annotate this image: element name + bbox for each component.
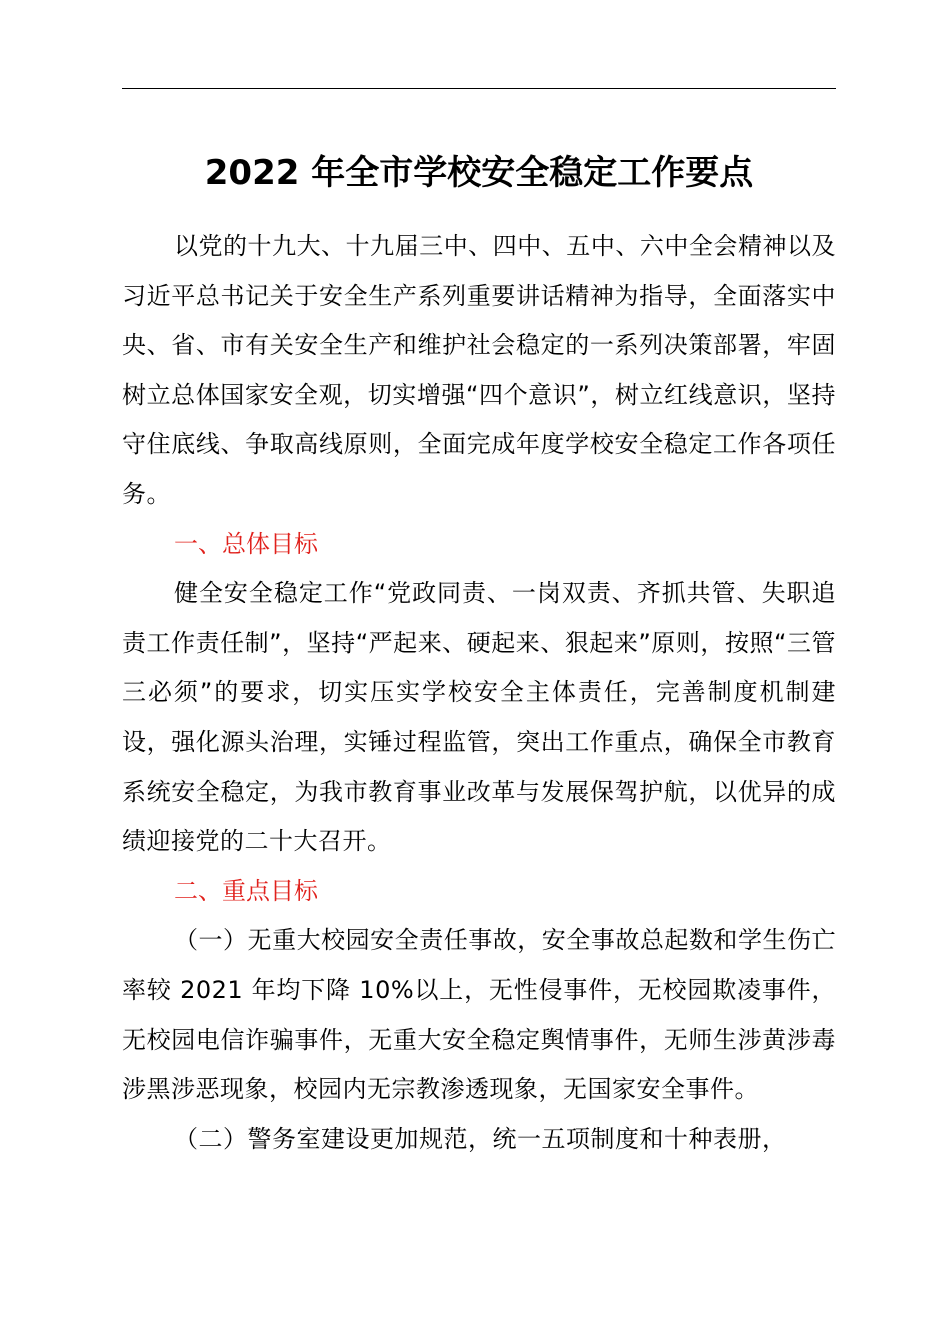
section-heading-key-goals: 二、重点目标 — [174, 876, 318, 905]
key-goal-item-2: （二）警务室建设更加规范，统一五项制度和十种表册， — [174, 1124, 787, 1153]
header-rule — [122, 88, 836, 89]
document-title: 2022 年全市学校安全稳定工作要点 — [204, 153, 754, 193]
intro-paragraph: 以党的十九大、十九届三中、四中、五中、六中全会精神以及习近平总书记关于安全生产系列重要讲话精神为指导，全面落实中央、省、市有关安全生产和维护社会稳定的一系列决策部署，牢固树立总体国家安全观，切实增强“四个意识”，树立红线意识，坚持守住底线、争取高线原则，全面完成年度学校安全稳定工作各项任务。 — [122, 232, 836, 508]
section-heading-overall-goals: 一、总体目标 — [174, 529, 318, 558]
key-goal-item-1: （一）无重大校园安全责任事故，安全事故总起数和学生伤亡率较 2021 年均下降 10%以上，无性侵事件，无校园欺凌事件，无校园电信诈骗事件，无重大安全稳定舆情事件，无师生涉黄涉毒涉黑涉恶现象，校园内无宗教渗透现象，无国家安全事件。 — [122, 926, 836, 1104]
document-body — [122, 222, 836, 1164]
overall-goals-paragraph: 健全安全稳定工作“党政同责、一岗双责、齐抓共管、失职追责工作责任制”，坚持“严起来、硬起来、狠起来”原则，按照“三管三必须”的要求，切实压实学校安全主体责任，完善制度机制建设，强化源头治理，实锤过程监管，突出工作重点，确保全市教育系统安全稳定，为我市教育事业改革与发展保驾护航，以优异的成绩迎接党的二十大召开。 — [122, 579, 836, 856]
